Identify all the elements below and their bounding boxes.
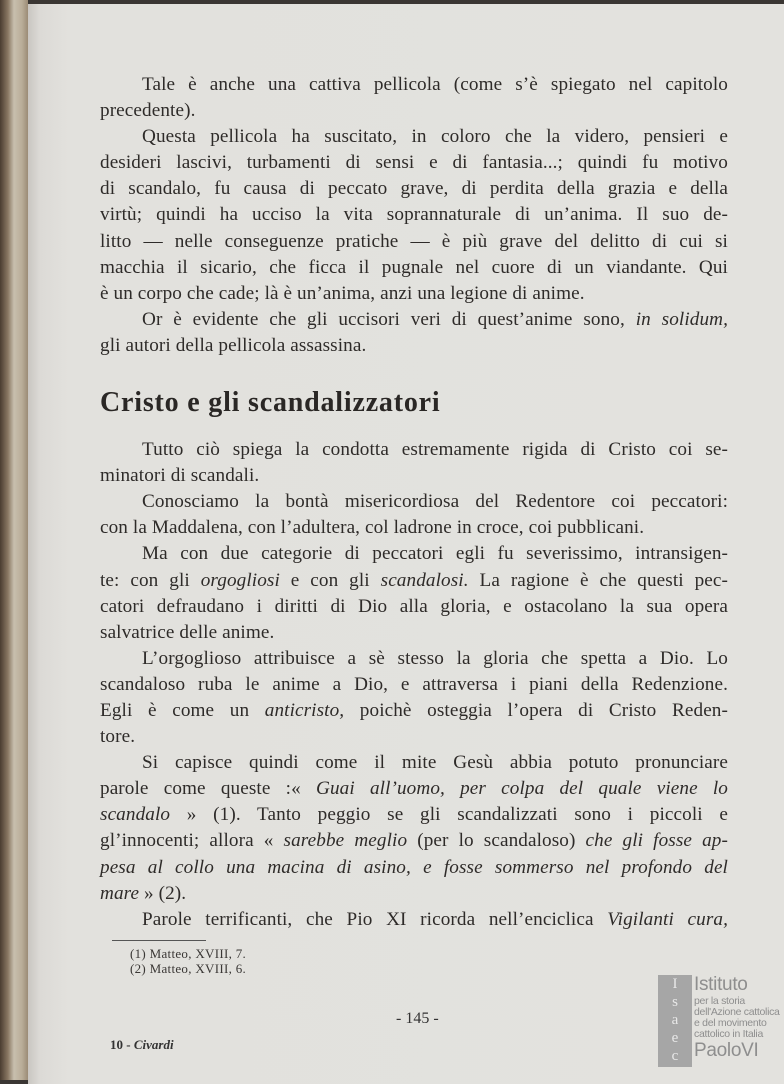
text-span: desideri lascivi, turbamenti di sensi e di fantasia...; quindi fu motivo: [100, 152, 728, 174]
text-line: [100, 724, 728, 750]
text-span: virtù; quindi ha ucciso la vita soprannaturale di un’anima. Il suo de-: [100, 204, 728, 226]
text-span: parole come queste :«: [100, 778, 316, 800]
text-line: [100, 750, 728, 776]
book-spine: [0, 0, 28, 1080]
text-line: [100, 150, 728, 176]
paragraph: [100, 124, 728, 307]
footnote-2: (2) Matteo, XVIII, 6.: [130, 961, 247, 976]
signature-author: Civardi: [133, 1037, 174, 1052]
text-span: scandaloso ruba le anime a Dio, e attraversa i piani della Redenzione.: [100, 673, 728, 695]
text-line: [100, 124, 728, 150]
text-line: [100, 776, 728, 802]
text-line: [100, 698, 728, 724]
text-line: [100, 515, 728, 541]
text-line: [100, 594, 728, 620]
text-line: [100, 229, 728, 255]
body-text: [100, 72, 728, 933]
text-span: è un corpo che cade; là è un’anima, anzi una legione di anime.: [100, 282, 585, 304]
text-line: [100, 281, 728, 307]
text-line: [100, 802, 728, 828]
text-line: [100, 307, 728, 333]
text-span: Egli è come un: [100, 699, 265, 721]
text-span: L’orgoglioso attribuisce a sè stesso la gloria che spetta a Dio. Lo: [142, 647, 728, 669]
text-line: [100, 489, 728, 515]
text-line: [100, 907, 728, 933]
text-span: tore.: [100, 726, 136, 748]
text-line: [100, 672, 728, 698]
text-span: di scandalo, fu causa di peccato grave, di perdita della grazia e della: [100, 178, 728, 200]
text-span: macchia il sicario, che ficca il pugnale nel cuore di un viandante. Qui: [100, 256, 728, 278]
text-span: precedente).: [100, 100, 196, 122]
logo-line: PaoloVI: [694, 1040, 759, 1061]
text-span: minatori di scandali.: [100, 465, 260, 487]
text-span: e con gli: [279, 569, 381, 591]
text-line: [100, 437, 728, 463]
italic-text: scandalosi.: [380, 569, 469, 591]
italic-text: pesa al collo una macina di asino, e fosse sommerso nel profondo del: [100, 856, 728, 878]
text-line: [100, 620, 728, 646]
paragraph: [100, 541, 728, 645]
footnote-divider: [112, 940, 206, 941]
text-line: [100, 568, 728, 594]
text-line: [100, 255, 728, 281]
text-line: [100, 855, 728, 881]
text-line: [100, 333, 728, 359]
text-line: [100, 98, 728, 124]
paragraph: [100, 907, 728, 933]
italic-text: orgogliosi: [200, 569, 280, 591]
text-span: gl’innocenti; allora «: [100, 830, 284, 852]
text-span: Questa pellicola ha suscitato, in coloro che la videro, pensieri e: [142, 126, 728, 148]
paragraph: [100, 489, 728, 541]
signature-footer: [110, 1037, 174, 1053]
text-line: [100, 72, 728, 98]
logo-monogram: I s a e c: [658, 975, 692, 1067]
text-span: litto — nelle conseguenze pratiche — è più grave del delitto di cui si: [100, 230, 728, 252]
text-span: salvatrice delle anime.: [100, 621, 275, 643]
footnote-1: (1) Matteo, XVIII, 7.: [130, 946, 247, 961]
paragraph: [100, 307, 728, 359]
paragraph: [100, 72, 728, 124]
text-span: La ragione è che questi pec-: [468, 569, 728, 591]
text-span: Si capisce quindi come il mite Gesù abbia potuto pronunciare: [142, 752, 728, 774]
italic-text: in solidum,: [635, 308, 728, 330]
text-span: » (1). Tanto peggio se gli scandalizzati sono i piccoli e: [170, 804, 728, 826]
text-span: Tale è anche una cattiva pellicola (come s’è spiegato nel capitolo: [142, 74, 728, 95]
paragraph: [100, 750, 728, 907]
section-after-heading: [100, 437, 728, 933]
text-span: Or è evidente che gli uccisori veri di quest’anime sono,: [142, 308, 636, 330]
italic-text: scandalo: [100, 804, 171, 826]
text-span: Tutto ciò spiega la condotta estremamente rigida di Cristo coi se-: [142, 439, 728, 461]
text-span: Parole terrificanti, che Pio XI ricorda nell’enciclica: [142, 908, 608, 930]
paragraph: [100, 437, 728, 489]
paragraph: [100, 646, 728, 750]
text-span: Conosciamo la bontà misericordiosa del Redentore coi peccatori:: [142, 491, 728, 513]
logo-line: Istituto: [694, 974, 748, 995]
text-line: [100, 881, 728, 907]
italic-text: mare: [100, 882, 140, 904]
italic-text: sarebbe meglio: [283, 830, 408, 852]
text-line: [100, 463, 728, 489]
text-span: catori defraudano i diritti di Dio alla gloria, e ostacolano la sua opera: [100, 595, 728, 617]
text-line: [100, 202, 728, 228]
italic-text: Guai all’uomo, per colpa del quale viene lo: [315, 778, 728, 800]
logo-line: cattolico in Italia: [694, 1028, 764, 1040]
italic-text: anticristo,: [264, 699, 345, 721]
institute-watermark-logo: [658, 975, 784, 1067]
text-span: con la Maddalena, con l’adultera, col ladrone in croce, coi pubblicani.: [100, 517, 645, 539]
text-line: [100, 828, 728, 854]
section-before-heading: [100, 72, 728, 359]
text-line: [100, 541, 728, 567]
italic-text: Vigilanti cura,: [607, 908, 728, 930]
text-span: te: con gli: [100, 569, 201, 591]
text-span: » (2).: [139, 882, 187, 904]
section-heading: Cristo e gli scandalizzatori: [100, 387, 441, 419]
text-span: poichè osteggia l’opera di Cristo Reden-: [344, 699, 728, 721]
text-line: [100, 176, 728, 202]
logo-line: dell'Azione cattolica: [694, 1006, 780, 1018]
text-line: [100, 646, 728, 672]
text-span: gli autori della pellicola assassina.: [100, 334, 367, 356]
logo-line: per la storia: [694, 995, 745, 1007]
page-number: - 145 -: [396, 1010, 439, 1027]
signature-number: 10 -: [110, 1037, 131, 1052]
italic-text: che gli fosse ap-: [585, 830, 728, 852]
logo-line: e del movimento: [694, 1017, 767, 1029]
text-span: (per lo scandaloso): [407, 830, 586, 852]
text-span: Ma con due categorie di peccatori egli fu severissimo, intransigen-: [142, 543, 728, 565]
